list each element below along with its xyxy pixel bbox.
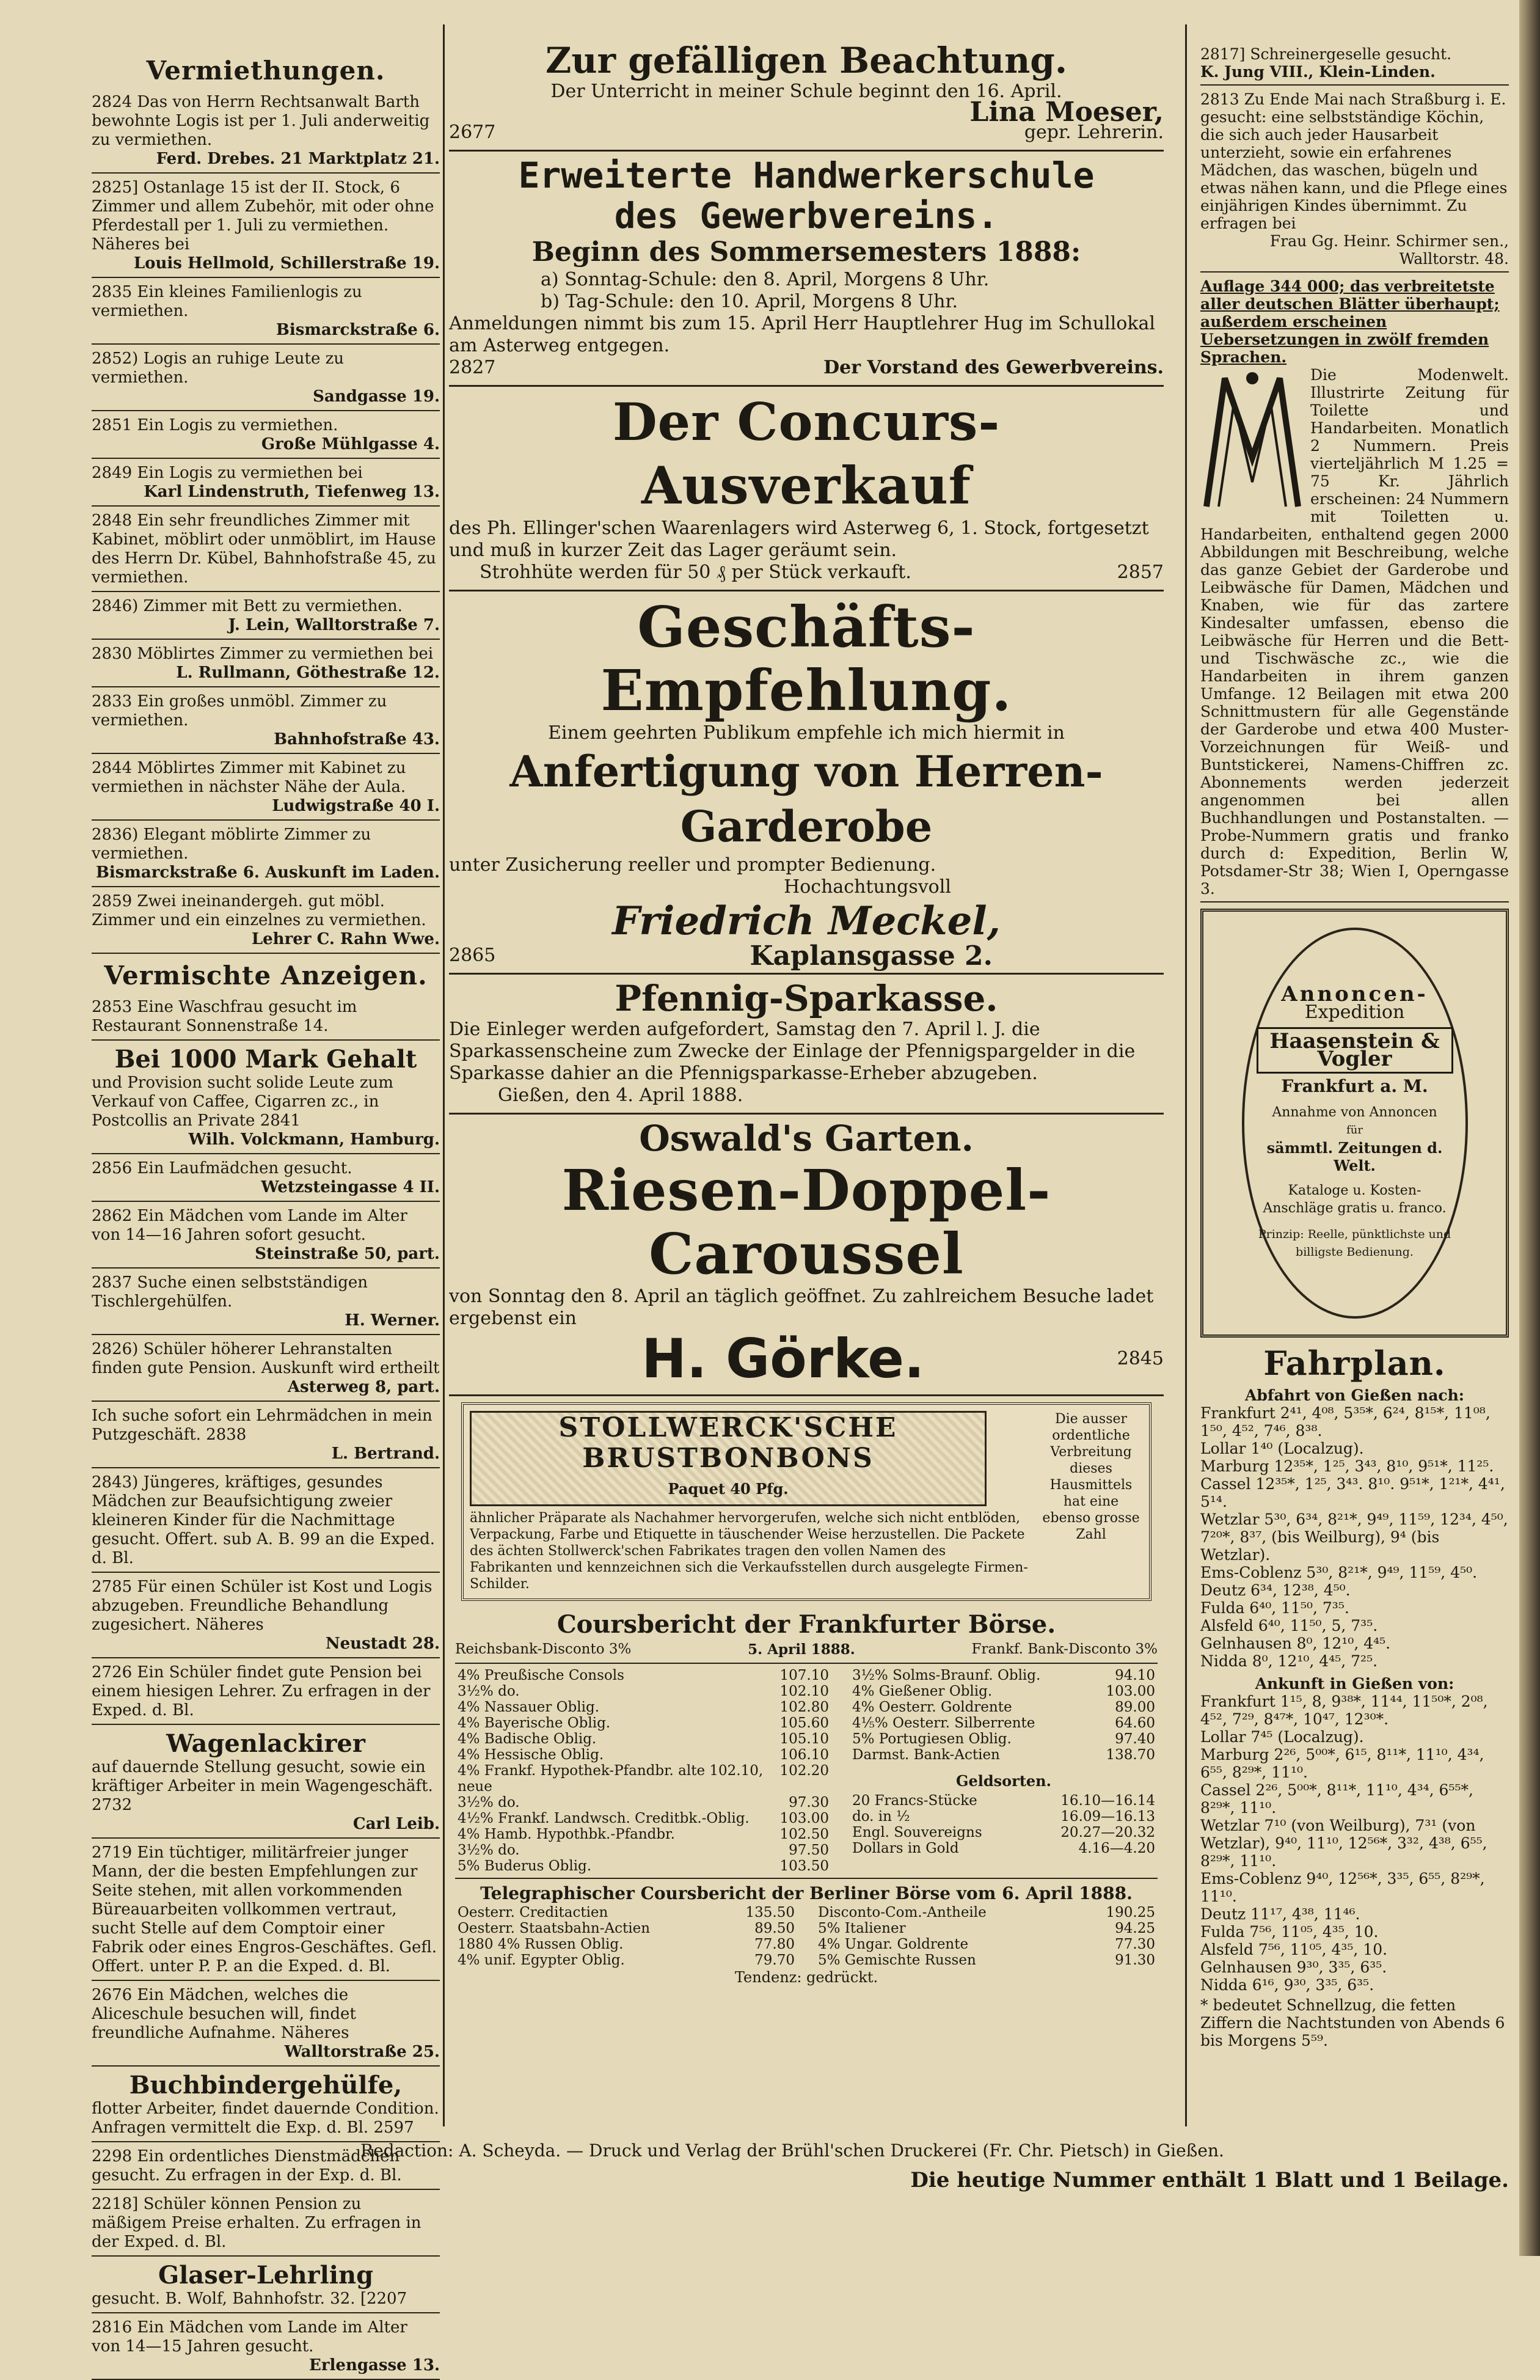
kurs-name: 3½% do. bbox=[458, 1842, 520, 1858]
vermietung-sign: L. Rullmann, Göthestraße 12. bbox=[176, 664, 440, 682]
kurs-name: 5% Gemischte Russen bbox=[818, 1952, 976, 1968]
vermietung-ad bbox=[92, 176, 440, 278]
ankunft-line: Lollar 7⁴⁵ (Localzug). bbox=[1200, 1728, 1364, 1746]
vermischt-sign: Wilh. Volckmann, Hamburg. bbox=[188, 1130, 440, 1149]
kurs-row bbox=[455, 1811, 831, 1826]
kurs-value: 102.10 bbox=[779, 1683, 829, 1699]
kurs-name: 3½% Solms-Braunf. Oblig. bbox=[852, 1668, 1041, 1683]
vermischt-text: und Provision sucht solide Leute zum Verkauf von Caffee, Cigarren zc., in Postcollis an Private 2841 bbox=[92, 1074, 393, 1130]
ankunft-line: Alsfeld 7⁵⁶, 11⁰⁵, 4³⁵, 10. bbox=[1200, 1941, 1388, 1958]
vermischt-text: 2826) Schüler höherer Lehranstalten finden gute Pension. Auskunft wird ertheilt bbox=[92, 1340, 440, 1377]
vermietung-text: 2849 Ein Logis zu vermiethen bei bbox=[92, 464, 363, 482]
vermischt-ad bbox=[92, 1841, 440, 1981]
vermischt-ad bbox=[92, 1983, 440, 2067]
geschaeft-text2: unter Zusicherung reeller und prompter Bedienung. bbox=[449, 854, 936, 876]
geschaeft-addr: Kaplansgasse 2. bbox=[750, 940, 993, 972]
vermietung-text: 2824 Das von Herrn Rechtsanwalt Barth bewohnte Logis ist per 1. Juli anderweitig zu vermiethen. bbox=[92, 93, 430, 149]
vermietung-text: 2852) Logis an ruhige Leute zu vermiethen. bbox=[92, 350, 345, 387]
berlin-table-left bbox=[455, 1905, 797, 1968]
ankunft-line: Ems-Coblenz 9⁴⁰, 12⁵⁶*, 3³⁵, 6⁵⁵, 8²⁹*, 11¹⁰. bbox=[1200, 1870, 1485, 1905]
kurs-row bbox=[455, 1920, 797, 1936]
vermietung-sign: Bismarckstraße 6. bbox=[276, 321, 440, 339]
ankunft-line: Fulda 7⁵⁶, 11⁰⁵, 4³⁵, 10. bbox=[1200, 1923, 1379, 1941]
oswald-num: 2845 bbox=[1117, 1348, 1164, 1369]
kurs-row bbox=[455, 1668, 831, 1683]
vermischt-ad bbox=[92, 2316, 440, 2380]
kurs-row bbox=[455, 1795, 831, 1811]
geschaeft-greet: Hochachtungsvoll bbox=[784, 876, 951, 898]
vermischt-text: 2218] Schüler können Pension zu mäßigem Preise erhalten. Zu erfragen in der Exped. d. Bl. bbox=[92, 2195, 421, 2251]
beachtung-title: Zur gefälligen Beachtung. bbox=[545, 40, 1068, 81]
frankfurt-table-left bbox=[455, 1668, 831, 1874]
middle-column bbox=[449, 37, 1164, 2133]
vermischt-text: 2726 Ein Schüler findet gute Pension bei einem hiesigen Lehrer. Zu erfragen in der Exped. d. Bl. bbox=[92, 1663, 431, 1719]
kurs-name: 4⅕% Oesterr. Silberrente bbox=[852, 1715, 1035, 1731]
kurs-name: Disconto-Com.-Antheile bbox=[818, 1905, 987, 1920]
vermischt-ad bbox=[92, 1471, 440, 1573]
vermietung-ad bbox=[92, 461, 440, 507]
beachtung-ad bbox=[449, 37, 1164, 152]
abfahrt-line: Ems-Coblenz 5³⁰, 8²¹*, 9⁴⁹, 11⁵⁹, 4⁵⁰. bbox=[1200, 1564, 1478, 1581]
schreiner-sign: K. Jung VIII., Klein-Linden. bbox=[1200, 63, 1436, 81]
annoncen-l1: Annahme von Annoncen bbox=[1272, 1104, 1437, 1120]
vermischt-sign: Carl Leib. bbox=[352, 1815, 440, 1833]
ankunft-line: Gelnhausen 9³⁰, 3³⁵, 6³⁵. bbox=[1200, 1958, 1387, 1976]
vermischte-header: Vermischte Anzeigen. bbox=[104, 961, 428, 990]
vermischt-sign: Wetzsteingasse 4 II. bbox=[261, 1178, 440, 1196]
kurs-row bbox=[850, 1840, 1158, 1856]
kurs-name: Oesterr. Staatsbahn-Actien bbox=[458, 1920, 651, 1936]
kurs-value: 102.20 bbox=[779, 1763, 829, 1779]
vermietung-sign: Bahnhofstraße 43. bbox=[274, 730, 440, 749]
kurs-name: 4% Preußische Consols bbox=[458, 1668, 624, 1683]
vermietung-sign: Louis Hellmold, Schillerstraße 19. bbox=[133, 254, 440, 273]
ankunft-line: Deutz 11¹⁷, 4³⁸, 11⁴⁶. bbox=[1200, 1905, 1360, 1923]
vermischt-text: 2676 Ein Mädchen, welches die Aliceschule besuchen will, findet freundliche Aufnahme. Näheres bbox=[92, 1986, 356, 2042]
ankunft-line: Cassel 2²⁶, 5⁰⁰*, 8¹¹*, 11¹⁰, 4³⁴, 6⁵⁵*, 8²⁹*, 11¹⁰. bbox=[1200, 1781, 1473, 1817]
vermischt-ad bbox=[92, 2259, 440, 2313]
concurs-ad bbox=[449, 387, 1164, 591]
geldsorten-title: Geldsorten. bbox=[956, 1772, 1051, 1790]
kurs-name: 4% Ungar. Goldrente bbox=[818, 1936, 969, 1952]
kurs-row bbox=[455, 1936, 797, 1952]
vermischt-head: Bei 1000 Mark Gehalt bbox=[114, 1045, 417, 1074]
vermietung-sign: Große Mühlgasse 4. bbox=[261, 435, 440, 453]
abfahrt-title: Abfahrt von Gießen nach: bbox=[1244, 1386, 1465, 1404]
concurs-num: 2857 bbox=[1117, 562, 1164, 583]
vermischt-text: 2856 Ein Laufmädchen gesucht. bbox=[92, 1159, 352, 1177]
abfahrt-line: Alsfeld 6⁴⁰, 11⁵⁰, 5, 7³⁵. bbox=[1200, 1617, 1378, 1635]
vermischt-sign: Steinstraße 50, part. bbox=[255, 1245, 440, 1263]
handwerker-b: b) Tag-Schule: den 10. April, Morgens 8 Uhr. bbox=[541, 291, 958, 312]
vermischt-text: flotter Arbeiter, findet dauernde Condition. Anfragen vermittelt die Exp. d. Bl. 2597 bbox=[92, 2100, 439, 2137]
fahrplan bbox=[1200, 1344, 1509, 2049]
vermischt-head: Glaser-Lehrling bbox=[158, 2261, 374, 2290]
annoncen-top: Annoncen- bbox=[1281, 981, 1428, 1006]
concurs-title: Der Concurs-Ausverkauf bbox=[612, 392, 1001, 516]
vermietung-ad bbox=[92, 509, 440, 592]
vermietung-ad bbox=[92, 414, 440, 459]
kurs-name: 3½% do. bbox=[458, 1683, 520, 1699]
kurs-row bbox=[455, 1763, 831, 1795]
kurs-name: 4% Oesterr. Goldrente bbox=[852, 1699, 1012, 1715]
kurs-row bbox=[850, 1731, 1158, 1747]
vermietung-text: 2851 Ein Logis zu vermiethen. bbox=[92, 416, 338, 434]
geschaeft-name: Friedrich Meckel, bbox=[612, 898, 1001, 944]
vermietung-ad bbox=[92, 642, 440, 687]
ankunft-line: Frankfurt 1¹⁵, 8, 9³⁸*, 11⁴⁴, 11⁵⁰*, 2⁰⁸, 4⁵², 7²⁹, 8⁴⁷*, 10⁴⁷, 12³⁰*. bbox=[1200, 1693, 1488, 1728]
geschaefts-empfehlung-ad bbox=[449, 591, 1164, 975]
berlin-title: Telegraphischer Coursbericht der Berliner Börse vom 6. April 1888. bbox=[480, 1883, 1133, 1903]
stollwerck-text: ähnlicher Präparate als Nachahmer hervorgerufen, welche sich nicht entblöden, Verpackung, Farbe und Etiquette in täuschender Weise herzustellen. Die Packete des ächten Stollwerck'schen Fabrikates tragen den vollen Namen des Fabrikanten und kennzeichnen sich die Verkaufsstellen durch ausgelegte Firmen-Schilder. bbox=[470, 1510, 1028, 1592]
vermischt-sign: L. Bertrand. bbox=[331, 1444, 440, 1463]
vermischt-text: auf dauernde Stellung gesucht, sowie ein kräftiger Arbeiter in mein Wagengeschäft. 2732 bbox=[92, 1758, 433, 1814]
kurs-row bbox=[455, 1731, 831, 1747]
oswald-name: H. Görke. bbox=[641, 1327, 925, 1390]
kurs-row bbox=[455, 1905, 797, 1920]
modenwelt-logo-icon bbox=[1200, 366, 1304, 513]
annoncen-exp: Expedition bbox=[1304, 1001, 1405, 1023]
stollwerck-side: Die ausser ordentliche Verbreitung dieses Hausmittels hat eine ebenso grosse Zahl bbox=[1042, 1412, 1140, 1542]
kurs-name: 20 Francs-Stücke bbox=[852, 1793, 977, 1809]
kurs-value: 106.10 bbox=[779, 1747, 829, 1763]
kurs-name: 4½% Frankf. Landwsch. Creditbk.-Oblig. bbox=[458, 1811, 750, 1826]
ankunft-title: Ankunft in Gießen von: bbox=[1255, 1675, 1454, 1693]
kurs-name: do. in ½ bbox=[852, 1809, 910, 1825]
vermischt-ad bbox=[92, 1661, 440, 1725]
vermietung-ad bbox=[92, 890, 440, 954]
kurs-value: 103.00 bbox=[1106, 1683, 1155, 1699]
kurs-value: 103.00 bbox=[779, 1811, 829, 1826]
kurs-row bbox=[850, 1668, 1158, 1683]
oswald-big: Riesen-Doppel-Caroussel bbox=[561, 1157, 1051, 1287]
vermischt-ad bbox=[92, 1338, 440, 1402]
vermischt-text: 2837 Suche einen selbstständigen Tischlergehülfen. bbox=[92, 1273, 368, 1311]
geschaeft-text1: Einem geehrten Publikum empfehle ich mich hiermit in bbox=[548, 722, 1065, 744]
kurs-value: 4.16—4.20 bbox=[1078, 1840, 1155, 1856]
kurs-name: 5% Portugiesen Oblig. bbox=[852, 1731, 1012, 1747]
stollwerck-logo bbox=[470, 1411, 987, 1506]
modenwelt-text: Die Modenwelt. Illustrirte Zeitung für Toilette und Handarbeiten. Monatlich 2 Nummern. Preis vierteljährlich M 1.25 = 75 Kr. Jährlich erscheinen: 24 Nummern mit Toiletten u. Handarbeiten, enthaltend gegen 2000 Abbildungen mit Beschreibung, welche das ganze Gebiet der Garderobe und Leibwäsche für Damen, Mädchen und Knaben, wie für das zartere Kindesalter umfassen, ebenso die Leibwäsche für Herren und die Bett- und Tischwäsche zc., wie die Handarbeiten in ihrem ganzen Umfange. 12 Beilagen mit etwa 200 Schnittmustern für alle Gegenstände der Garderobe und etwa 400 Muster-Vorzeichnungen für Weiß- und Buntstickerei, Namens-Chiffren zc. Abonnements werden jederzeit angenommen bei allen Buchhandlungen und Postanstalten. — Probe-Nummern gratis und franko durch d: Expedition, Berlin W, Potsdamer-Str 38; Wien I, Operngasse 3. bbox=[1200, 366, 1509, 898]
stollwerck-logo-line3: Paquet 40 Pfg. bbox=[668, 1480, 789, 1498]
stollwerck-ad bbox=[461, 1402, 1151, 1601]
frankfurt-frankfbank: Frankf. Bank-Disconto 3% bbox=[971, 1641, 1158, 1657]
kurs-name: 4% unif. Egypter Oblig. bbox=[458, 1952, 625, 1968]
kurs-value: 20.27—20.32 bbox=[1060, 1825, 1155, 1840]
kurs-value: 97.50 bbox=[789, 1842, 829, 1858]
geschaeft-title: Geschäfts-Empfehlung. bbox=[600, 594, 1012, 723]
sparkasse-title: Pfennig-Sparkasse. bbox=[615, 978, 998, 1019]
vermietung-sign: Ludwigstraße 40 I. bbox=[272, 797, 440, 815]
vermischt-text: 2719 Ein tüchtiger, militärfreier junger Mann, der die besten Empfehlungen zur Seite stehen, mit allen vorkommenden Büreauarbeiten vollkommen vertraut, sucht Stelle auf dem Comptoir einer Fabrik oder eines Engros-Geschäftes. Gefl. Offert. unter P. P. an die Exped. d. Bl. bbox=[92, 1844, 437, 1975]
kurs-value: 107.10 bbox=[779, 1668, 829, 1683]
kurs-name: 3½% do. bbox=[458, 1795, 520, 1811]
annoncen-name: Haasenstein & Vogler bbox=[1257, 1027, 1453, 1074]
beachtung-num: 2677 bbox=[449, 122, 496, 143]
handwerker-a: a) Sonntag-Schule: den 8. April, Morgens 8 Uhr. bbox=[541, 269, 990, 290]
kurs-name: Darmst. Bank-Actien bbox=[852, 1747, 1000, 1763]
vermietung-text: 2844 Möblirtes Zimmer mit Kabinet zu vermiethen in nächster Nähe der Aula. bbox=[92, 759, 406, 796]
annoncen-l2: für bbox=[1346, 1123, 1363, 1137]
vermietung-ad bbox=[92, 595, 440, 640]
vermietung-sign: Sandgasse 19. bbox=[313, 387, 440, 406]
concurs-text2: Strohhüte werden für 50 ₰ per Stück verkauft. bbox=[480, 562, 911, 583]
right-column bbox=[1200, 43, 1509, 2120]
handwerker-sub: Beginn des Sommersemesters 1888: bbox=[531, 236, 1081, 268]
handwerker-text: Anmeldungen nimmt bis zum 15. April Herr Hauptlehrer Hug im Schullokal am Asterweg entgegen. bbox=[449, 313, 1155, 356]
frankfurt-boerse bbox=[449, 1607, 1164, 1990]
oswald-title: Oswald's Garten. bbox=[639, 1118, 974, 1159]
kurs-value: 105.10 bbox=[779, 1731, 829, 1747]
ankunft-line: Wetzlar 7¹⁰ (von Weilburg), 7³¹ (von Wetzlar), 9⁴⁰, 11¹⁰, 12⁵⁶*, 3³², 4³⁸, 6⁵⁵, 8²⁹*, 11¹⁰. bbox=[1200, 1817, 1487, 1870]
vermietung-text: 2835 Ein kleines Familienlogis zu vermiethen. bbox=[92, 283, 362, 320]
kurs-name: Oesterr. Creditactien bbox=[458, 1905, 608, 1920]
kurs-value: 16.09—16.13 bbox=[1060, 1809, 1155, 1825]
kurs-row bbox=[455, 1747, 831, 1763]
vermietung-ad bbox=[92, 347, 440, 411]
kurs-row bbox=[455, 1683, 831, 1699]
vermischt-sign: Walltorstraße 25. bbox=[284, 2043, 440, 2061]
vermischt-text: Ich suche sofort ein Lehrmädchen in mein Putzgeschäft. 2838 bbox=[92, 1407, 432, 1444]
berlin-table-right bbox=[816, 1905, 1158, 1968]
ankunft-line: Nidda 6¹⁶, 9³⁰, 3³⁵, 6³⁵. bbox=[1200, 1976, 1374, 1994]
vermietung-text: 2836) Elegant möblirte Zimmer zu vermiethen. bbox=[92, 826, 371, 863]
vermischt-text: 2853 Eine Waschfrau gesucht im Restaurant Sonnenstraße 14. bbox=[92, 998, 357, 1035]
vermietung-ad bbox=[92, 90, 440, 174]
annoncen-l3: sämmtl. Zeitungen d. Welt. bbox=[1266, 1138, 1443, 1174]
vermischt-text: 2785 Für einen Schüler ist Kost und Logis abzugeben. Freundliche Behandlung zugesichert. Näheres bbox=[92, 1578, 432, 1634]
vermietung-ad bbox=[92, 690, 440, 754]
schreiner-ad bbox=[1200, 43, 1509, 86]
abfahrt-line: Deutz 6³⁴, 12³⁸, 4⁵⁰. bbox=[1200, 1581, 1351, 1599]
beachtung-role: gepr. Lehrerin. bbox=[1024, 122, 1164, 143]
kurs-value: 190.25 bbox=[1106, 1905, 1155, 1920]
vermischt-text: 2843) Jüngeres, kräftiges, gesundes Mädchen zur Beaufsichtigung zweier kleineren Kinder für die Nachmittage gesucht. Offert. sub A. B. 99 an die Exped. d. Bl. bbox=[92, 1473, 435, 1567]
kurs-name: 4% Gießener Oblig. bbox=[852, 1683, 993, 1699]
vermietung-sign: Karl Lindenstruth, Tiefenweg 13. bbox=[144, 483, 440, 501]
vermischt-text: gesucht. B. Wolf, Bahnhofstr. 32. [2207 bbox=[92, 2290, 407, 2308]
kurs-row bbox=[816, 1936, 1158, 1952]
vermietung-text: 2830 Möblirtes Zimmer zu vermiethen bei bbox=[92, 645, 434, 663]
handwerker-num: 2827 bbox=[449, 357, 496, 378]
handwerker-title1: Erweiterte Handwerkerschule bbox=[518, 155, 1095, 196]
kurs-name: 4% Bayerische Oblig. bbox=[458, 1715, 611, 1731]
kurs-value: 77.80 bbox=[754, 1936, 795, 1952]
vermischt-text: 2816 Ein Mädchen vom Lande im Alter von 14—15 Jahren gesucht. bbox=[92, 2318, 407, 2356]
kurs-value: 97.40 bbox=[1115, 1731, 1155, 1747]
page-footer bbox=[360, 2139, 1509, 2192]
ankunft-line: Marburg 2²⁶, 5⁰⁰*, 6¹⁵, 8¹¹*, 11¹⁰, 4³⁴, 6⁵⁵, 8²⁹*, 11¹⁰. bbox=[1200, 1746, 1484, 1781]
vermietungen-header: Vermiethungen. bbox=[146, 56, 385, 86]
vermietung-ad bbox=[92, 823, 440, 887]
vermischt-text: 2862 Ein Mädchen vom Lande im Alter von 14—16 Jahren sofort gesucht. bbox=[92, 1207, 407, 1244]
kurs-row bbox=[816, 1920, 1158, 1936]
left-column bbox=[92, 49, 440, 2375]
kurs-name: 4% Frankf. Hypothek-Pfandbr. alte 102.10, neue bbox=[458, 1763, 764, 1795]
kurs-name: 5% Italiener bbox=[818, 1920, 906, 1936]
vermietung-text: 2846) Zimmer mit Bett zu vermiethen. bbox=[92, 597, 403, 615]
fahrplan-title: Fahrplan. bbox=[1263, 1344, 1446, 1383]
vermischt-sign: Asterweg 8, part. bbox=[287, 1378, 440, 1396]
geschaeft-big: Anfertigung von Herren-Garderobe bbox=[509, 746, 1103, 852]
kurs-name: 1880 4% Russen Oblig. bbox=[458, 1936, 624, 1952]
kurs-row bbox=[850, 1747, 1158, 1763]
vermischt-ad bbox=[92, 1157, 440, 1202]
kurs-name: 5% Buderus Oblig. bbox=[458, 1858, 592, 1874]
beachtung-text: Der Unterricht in meiner Schule beginnt den 16. April. bbox=[550, 81, 1062, 102]
kurs-name: 4% Nassauer Oblig. bbox=[458, 1699, 600, 1715]
vermietung-text: 2825] Ostanlage 15 ist der II. Stock, 6 Zimmer und allem Zubehör, mit oder ohne Pferdestall per 1. Juli zu vermiethen. Näheres bei bbox=[92, 178, 434, 254]
abfahrt-line: Cassel 12³⁵*, 1²⁵, 3⁴³. 8¹⁰. 9⁵¹*, 1²¹*, 4⁴¹, 5¹⁴. bbox=[1200, 1475, 1505, 1510]
vermietung-ad bbox=[92, 756, 440, 821]
frankfurt-date: 5. April 1888. bbox=[748, 1641, 855, 1658]
oswald-text: von Sonntag den 8. April an täglich geöffnet. Zu zahlreichem Besuche ladet ergebenst ein bbox=[449, 1286, 1154, 1329]
vermietung-text: 2859 Zwei ineinandergeh. gut möbl. Zimmer und ein einzelnes zu vermiethen. bbox=[92, 892, 426, 929]
kurs-value: 105.60 bbox=[779, 1715, 829, 1731]
sparkasse-date: Gießen, den 4. April 1888. bbox=[498, 1085, 743, 1106]
vermietung-sign: Bismarckstraße 6. Auskunft im Laden. bbox=[95, 863, 440, 882]
kurs-value: 77.30 bbox=[1115, 1936, 1155, 1952]
column-rule-right bbox=[1185, 24, 1187, 2126]
vermischt-ad bbox=[92, 1575, 440, 1658]
handwerker-sign: Der Vorstand des Gewerbvereins. bbox=[823, 357, 1164, 378]
kurs-row bbox=[850, 1825, 1158, 1840]
vermietung-ad bbox=[92, 280, 440, 345]
vermischt-head: Buchbindergehülfe, bbox=[129, 2071, 403, 2100]
strassburg-text: 2813 Zu Ende Mai nach Straßburg i. E. gesucht: eine selbstständige Köchin, die sich auch jeder Hausarbeit unterzieht, sowie ein erfahrenes Mädchen, das waschen, bügeln und etwas nähen kann, und die Pflege eines einjährigen Kindes übernimmt. Zu erfragen bei bbox=[1200, 90, 1508, 232]
kurs-row bbox=[455, 1715, 831, 1731]
kurs-row bbox=[816, 1905, 1158, 1920]
kurs-row bbox=[816, 1952, 1158, 1968]
fahrplan-note: * bedeutet Schnellzug, die fetten Ziffern die Nachtstunden von Abends 6 bis Morgens 5⁵⁹. bbox=[1200, 1996, 1505, 2049]
vermietung-text: 2848 Ein sehr freundliches Zimmer mit Kabinet, möblirt oder unmöblirt, im Hause des Herrn Dr. Kübel, Bahnhofstraße 45, zu vermiethen. bbox=[92, 511, 436, 587]
vermischt-ad bbox=[92, 2192, 440, 2257]
kurs-row bbox=[455, 1952, 797, 1968]
kurs-value: 89.00 bbox=[1115, 1699, 1155, 1715]
vermischt-text: 2298 Ein ordentliches Dienstmädchen gesucht. Zu erfragen in der Exp. d. Bl. bbox=[92, 2147, 402, 2184]
vermietung-sign: J. Lein, Walltorstraße 7. bbox=[228, 616, 440, 634]
kurs-value: 135.50 bbox=[745, 1905, 795, 1920]
oswald-ad bbox=[449, 1115, 1164, 1396]
kurs-value: 89.50 bbox=[754, 1920, 795, 1936]
vermietung-sign: Lehrer C. Rahn Wwe. bbox=[251, 930, 440, 948]
frankfurt-reichsbank: Reichsbank-Disconto 3% bbox=[455, 1641, 632, 1657]
column-rule-left bbox=[443, 24, 445, 2126]
modenwelt-ad bbox=[1200, 275, 1509, 903]
sparkasse-ad bbox=[449, 975, 1164, 1115]
kurs-row bbox=[455, 1858, 831, 1874]
kurs-row bbox=[850, 1683, 1158, 1699]
kurs-row bbox=[850, 1793, 1158, 1809]
annoncen-ad bbox=[1200, 909, 1509, 1338]
abfahrt-line: Gelnhausen 8⁰, 12¹⁰, 4⁴⁵. bbox=[1200, 1635, 1391, 1652]
stollwerck-logo-line1: STOLLWERCK'SCHE bbox=[558, 1412, 898, 1443]
abfahrt-line: Fulda 6⁴⁰, 11⁵⁰, 7³⁵. bbox=[1200, 1599, 1349, 1617]
vermischt-ad bbox=[92, 1204, 440, 1269]
berlin-tendenz: Tendenz: gedrückt. bbox=[734, 1969, 878, 1986]
annoncen-l4: Kataloge u. Kosten-Anschläge gratis u. franco. bbox=[1263, 1182, 1447, 1216]
kurs-value: 79.70 bbox=[754, 1952, 795, 1968]
kurs-row bbox=[455, 1826, 831, 1842]
vermischt-ad bbox=[92, 1404, 440, 1468]
geldsorten-table bbox=[850, 1793, 1158, 1856]
kurs-row bbox=[850, 1699, 1158, 1715]
annoncen-oval bbox=[1242, 928, 1468, 1319]
vermietung-text: 2833 Ein großes unmöbl. Zimmer zu vermiethen. bbox=[92, 692, 387, 730]
sparkasse-text: Die Einleger werden aufgefordert, Samstag den 7. April l. J. die Sparkassenscheine zum Zwecke der Einlage der Pfennigspargelder in die Sparkasse dahier an die Pfennigsparkasse-Erheber abzugeben. bbox=[449, 1019, 1136, 1084]
kurs-value: 64.60 bbox=[1115, 1715, 1155, 1731]
kurs-name: 4% Badische Oblig. bbox=[458, 1731, 597, 1747]
geschaeft-num: 2865 bbox=[449, 945, 496, 966]
kurs-value: 94.25 bbox=[1115, 1920, 1155, 1936]
vermischt-ad bbox=[92, 995, 440, 1041]
kurs-row bbox=[850, 1809, 1158, 1825]
kurs-value: 102.80 bbox=[779, 1699, 829, 1715]
frankfurt-title: Coursbericht der Frankfurter Börse. bbox=[557, 1610, 1056, 1639]
kurs-value: 91.30 bbox=[1115, 1952, 1155, 1968]
vermischt-ad bbox=[92, 1727, 440, 1839]
kurs-name: Dollars in Gold bbox=[852, 1840, 959, 1856]
strassburg-sign: Frau Gg. Heinr. Schirmer sen., Walltorstr. 48. bbox=[1269, 232, 1509, 268]
kurs-row bbox=[455, 1842, 831, 1858]
kurs-name: Engl. Souvereigns bbox=[852, 1825, 982, 1840]
abfahrt-list bbox=[1200, 1404, 1509, 1670]
kurs-value: 103.50 bbox=[779, 1858, 829, 1874]
kurs-row bbox=[850, 1715, 1158, 1731]
handwerkerschule-ad bbox=[449, 152, 1164, 387]
footer-redaction: Redaction: A. Scheyda. — Druck und Verlag der Brühl'schen Druckerei (Fr. Chr. Pietsch) in Gießen. bbox=[360, 2140, 1224, 2161]
stollwerck-logo-line2: BRUSTBONBONS bbox=[582, 1443, 874, 1474]
kurs-row bbox=[455, 1699, 831, 1715]
abfahrt-line: Lollar 1⁴⁰ (Localzug). bbox=[1200, 1440, 1364, 1457]
kurs-value: 97.30 bbox=[789, 1795, 829, 1811]
abfahrt-line: Frankfurt 2⁴¹, 4⁰⁸, 5³⁵*, 6²⁴, 8¹⁵*, 11⁰⁸, 1⁵⁰, 4⁵², 7⁴⁶, 8³⁸. bbox=[1200, 1404, 1491, 1440]
binding-edge bbox=[1519, 0, 1540, 2256]
vermischt-sign: Neustadt 28. bbox=[325, 1635, 440, 1653]
vermischt-ad bbox=[92, 2069, 440, 2142]
frankfurt-subhead bbox=[455, 1640, 1158, 1659]
vermischt-sign: H. Werner. bbox=[345, 1311, 440, 1330]
abfahrt-line: Nidda 8⁰, 12¹⁰, 4⁴⁵, 7²⁵. bbox=[1200, 1652, 1378, 1670]
frankfurt-table-right bbox=[850, 1668, 1158, 1763]
kurs-name: 4% Hamb. Hypothbk.-Pfandbr. bbox=[458, 1826, 675, 1842]
kurs-value: 102.50 bbox=[779, 1826, 829, 1842]
auflage-text: Auflage 344 000; das verbreitetste aller deutschen Blätter überhaupt; außerdem erscheinen Uebersetzungen in zwölf fremden Sprachen. bbox=[1200, 277, 1500, 366]
strassburg-ad bbox=[1200, 88, 1509, 273]
kurs-value: 16.10—16.14 bbox=[1060, 1793, 1155, 1809]
ankunft-list bbox=[1200, 1693, 1509, 1994]
kurs-value: 138.70 bbox=[1106, 1747, 1155, 1763]
vermietungen-list bbox=[92, 90, 440, 954]
abfahrt-line: Marburg 12³⁵*, 1²⁵, 3⁴³, 8¹⁰, 9⁵¹*, 11²⁵. bbox=[1200, 1457, 1494, 1475]
vermietung-sign: Ferd. Drebes. 21 Marktplatz 21. bbox=[156, 150, 440, 168]
annoncen-l5: Prinzip: Reelle, pünktlichste und billigste Bedienung. bbox=[1258, 1227, 1451, 1259]
footer-note: Die heutige Nummer enthält 1 Blatt und 1 Beilage. bbox=[910, 2168, 1509, 2192]
beachtung-name: Lina Moeser, bbox=[969, 97, 1164, 128]
annoncen-city: Frankfurt a. M. bbox=[1281, 1075, 1428, 1096]
vermischt-head: Wagenlackirer bbox=[166, 1729, 365, 1758]
vermischt-ad bbox=[92, 1271, 440, 1335]
abfahrt-line: Wetzlar 5³⁰, 6³⁴, 8²¹*, 9⁴⁹, 11⁵⁹, 12³⁴, 4⁵⁰, 7²⁰*, 8³⁷, (bis Weilburg), 9⁴ (bis Wetzlar). bbox=[1200, 1510, 1508, 1564]
kurs-name: 4% Hessische Oblig. bbox=[458, 1747, 604, 1763]
kurs-value: 94.10 bbox=[1115, 1668, 1155, 1683]
vermischt-ad bbox=[92, 1043, 440, 1154]
handwerker-title2: des Gewerbvereins. bbox=[614, 195, 999, 236]
vermischt-sign: Erlengasse 13. bbox=[309, 2356, 440, 2375]
concurs-text: des Ph. Ellinger'schen Waarenlagers wird Asterweg 6, 1. Stock, fortgesetzt und muß in kurzer Zeit das Lager geräumt sein. bbox=[449, 518, 1149, 561]
schreiner-text: 2817] Schreinergeselle gesucht. bbox=[1200, 45, 1452, 63]
